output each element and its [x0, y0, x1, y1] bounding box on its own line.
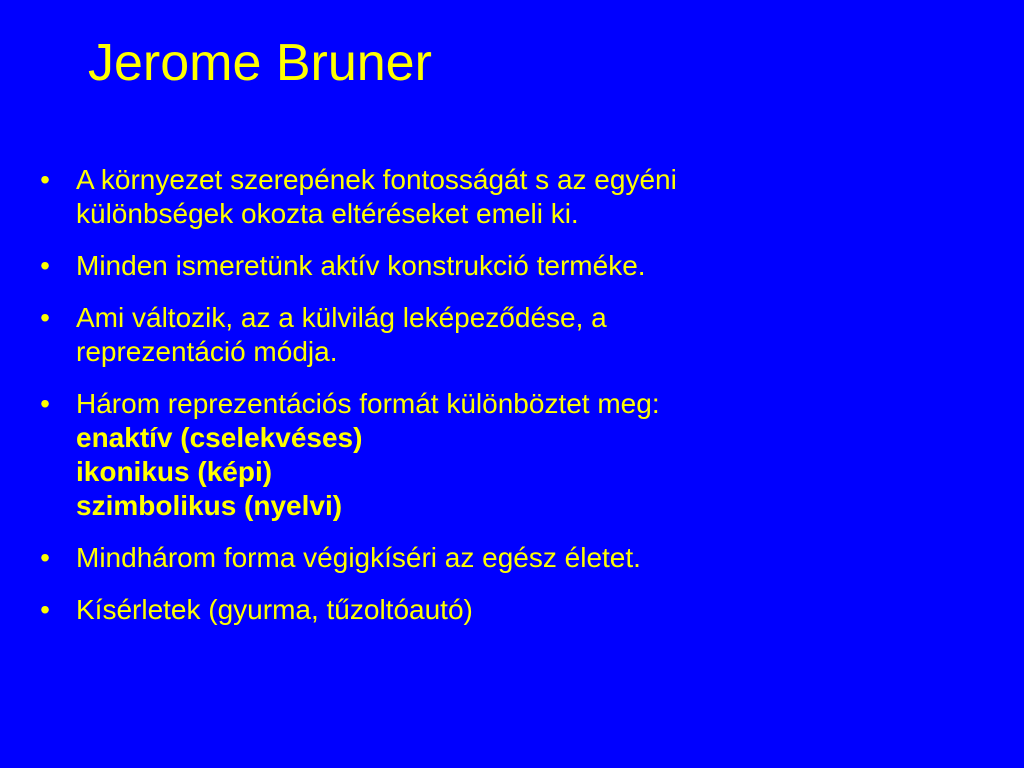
bullet-text-line: Mindhárom forma végigkíséri az egész életet. — [76, 542, 641, 573]
bullet-item — [30, 163, 990, 231]
bullet-icon: • — [40, 302, 50, 333]
bullet-icon: • — [40, 542, 50, 573]
bullet-text-line: Kísérletek (gyurma, tűzoltóautó) — [76, 594, 473, 625]
bullet-text-line: Minden ismeretünk aktív konstrukció terméke. — [76, 250, 646, 281]
bullet-item — [30, 301, 990, 369]
bullet-item — [30, 249, 990, 283]
bullet-icon: • — [40, 594, 50, 625]
bullet-text-line: Ami változik, az a külvilág leképeződése, a — [76, 302, 607, 333]
bullet-item — [30, 541, 990, 575]
bullet-text-line: reprezentáció módja. — [76, 336, 338, 367]
bullet-text-line: Három reprezentációs formát különböztet meg: — [76, 388, 660, 419]
representation-form-enactive: enaktív (cselekvéses) — [76, 422, 363, 453]
bullet-icon: • — [40, 388, 50, 419]
bullet-list — [30, 163, 990, 645]
slide-title: Jerome Bruner — [88, 34, 432, 92]
bullet-item — [30, 387, 990, 523]
representation-form-iconic: ikonikus (képi) — [76, 456, 273, 487]
bullet-text-line: különbségek okozta eltéréseket emeli ki. — [76, 198, 579, 229]
bullet-icon: • — [40, 164, 50, 195]
bullet-icon: • — [40, 250, 50, 281]
representation-form-symbolic: szimbolikus (nyelvi) — [76, 490, 343, 521]
bullet-text-line: A környezet szerepének fontosságát s az egyéni — [76, 164, 677, 195]
bullet-item — [30, 593, 990, 627]
